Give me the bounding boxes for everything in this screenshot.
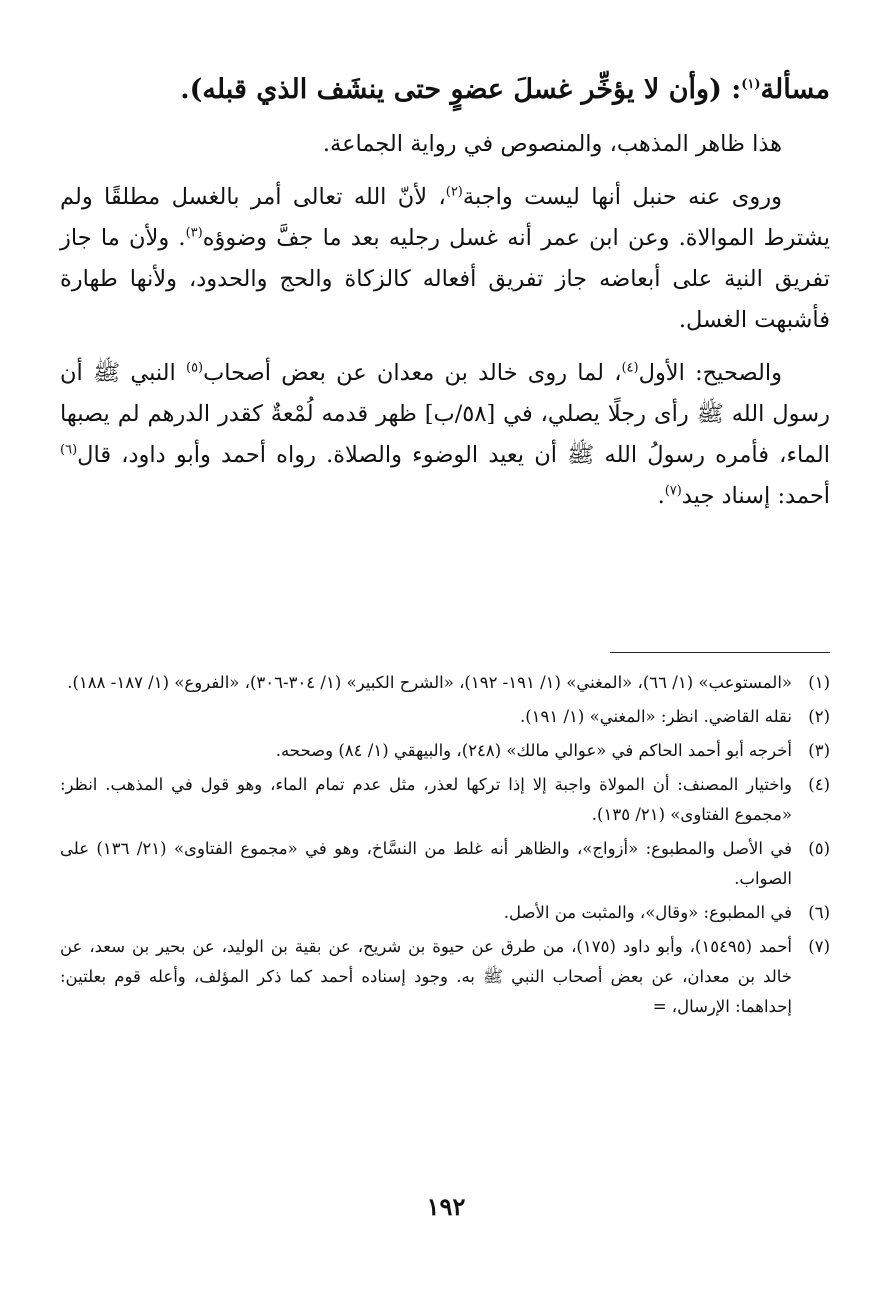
paragraph-3-text-c: النبي ﷺ أن رسول الله ﷺ رأى رجلًا يصلي، في [٥٨/ب] ظهر قدمه لُمْعةٌ كقدر الدرهم لم يصبها الماء، فأمره رسولُ الله ﷺ أن يعيد الوضوء والصلاة. رواه أحمد وأبو داود، قال: [60, 360, 830, 468]
paragraph-3-text-b: ، لما روى خالد بن معدان عن بعض أصحاب: [203, 360, 622, 386]
paragraph-2-text-b: ، لأنّ الله تعالى أمر بالغسل مطلقًا ولم يشترط الموالاة. وعن ابن عمر أنه غسل رجليه بعد ما جفَّ وضوؤه: [60, 184, 830, 251]
footnote-number: (١): [808, 673, 830, 692]
footnote-number: (٤): [808, 775, 830, 794]
footnotes: [60, 668, 830, 1026]
main-text: [60, 70, 830, 529]
issue-text: : (وأن لا يؤخِّر غسلَ عضوٍ حتى ينشَف الذي قبله).: [180, 74, 742, 105]
footnote-ref-7[interactable]: (٧): [664, 483, 682, 499]
paragraph-2-text-c: . ولأن ما جاز تفريق النية على أبعاضه جاز تفريق أفعاله كالزكاة والحج والحدود، ولأنها طهارة فأشبهت الغسل.: [60, 225, 830, 333]
paragraph-3-text-d: أحمد: إسناد جيد: [681, 483, 830, 509]
footnote-text: «المستوعب» (١/ ٦٦)، «المغني» (١/ ١٩١- ١٩٢)، «الشرح الكبير» (١/ ٣٠٤-٣٠٦)، «الفروع» (١/ ١٨٧- ١٨٨).: [67, 673, 792, 692]
footnote-1: [60, 668, 830, 698]
footnote-5: [60, 834, 830, 894]
page-number: ١٩٢: [426, 1192, 466, 1221]
footnote-ref-6[interactable]: (٦): [60, 442, 78, 458]
paragraph-3-text-a: والصحيح: الأول: [638, 360, 782, 386]
footnote-text: نقله القاضي. انظر: «المغني» (١/ ١٩١).: [519, 707, 792, 726]
issue-heading: [60, 70, 830, 110]
paragraph-3: [60, 353, 830, 517]
footnote-text: أخرجه أبو أحمد الحاكم في «عوالي مالك» (٢٤٨)، والبيهقي (١/ ٨٤) وصححه.: [275, 741, 792, 760]
footnote-number: (٧): [808, 937, 830, 956]
footnote-number: (٣): [808, 741, 830, 760]
footnote-ref-5[interactable]: (٥): [185, 360, 204, 376]
footnote-text: واختيار المصنف: أن المولاة واجبة إلا إذا تركها لعذر، مثل عدم تمام الماء، وهو قول في المذهب. انظر: «مجموع الفتاوى» (٢١/ ١٣٥).: [60, 775, 792, 824]
footnote-text: في المطبوع: «وقال»، والمثبت من الأصل.: [503, 903, 792, 922]
footnote-separator: [610, 652, 830, 653]
footnote-6: [60, 898, 830, 928]
footnote-7: [60, 932, 830, 1022]
footnote-4: [60, 770, 830, 830]
footnote-number: (٢): [808, 707, 830, 726]
footnote-number: (٥): [808, 839, 830, 858]
footnote-2: [60, 702, 830, 732]
footnote-ref-4[interactable]: (٤): [621, 360, 639, 376]
paragraph-2: [60, 177, 830, 341]
footnote-ref-3[interactable]: (٣): [185, 225, 203, 241]
paragraph-3-text-e: .: [657, 483, 665, 509]
footnote-number: (٦): [808, 903, 830, 922]
paragraph-2-text-a: وروى عنه حنبل أنها ليست واجبة: [462, 184, 783, 210]
paragraph-1: [60, 124, 830, 165]
footnote-ref-2[interactable]: (٢): [445, 184, 463, 200]
footnote-text: أحمد (١٥٤٩٥)، وأبو داود (١٧٥)، من طرق عن حيوة بن شريح، عن بقية بن الوليد، عن بحير بن سعد، عن خالد بن معدان، عن بعض أصحاب النبي ﷺ به. وجود إسناده أحمد كما ذكر المؤلف، وأعله قوم بعلتين: إحداهما: الإرسال، =: [60, 937, 792, 1016]
footnote-text: في الأصل والمطبوع: «أزواج»، والظاهر أنه غلط من النسَّاخ، وهو في «مجموع الفتاوى» (٢١/ ١٣٦) على الصواب.: [60, 839, 793, 888]
issue-keyword: مسألة: [760, 74, 830, 105]
footnote-ref-1[interactable]: (١): [741, 77, 761, 92]
paragraph-1-text: هذا ظاهر المذهب، والمنصوص في رواية الجماعة.: [322, 131, 782, 157]
footnote-3: [60, 736, 830, 766]
